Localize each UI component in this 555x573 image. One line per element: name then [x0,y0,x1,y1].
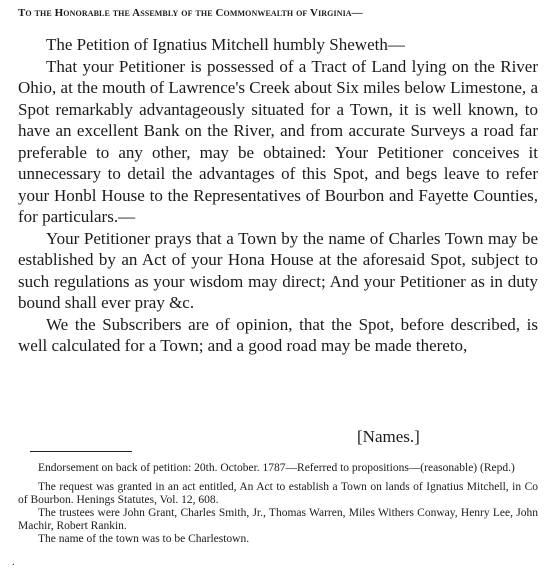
note-trustees: The trustees were John Grant, Charles Smith, Jr., Thomas Warren, Miles Withers Conway, Henry Lee, John Machir, Robert Rankin. [18,507,538,532]
petition-prayer: Your Petitioner prays that a Town by the name of Charles Town may be established by an Act of your Hona House at the aforesaid Spot, subject to such regulations as your wisdom may direct; And your Petitioner as in duty bound shall ever pray &c. [18,228,538,312]
petition-heading: To the Honorable the Assembly of the Commonwealth of Virginia— [18,7,363,19]
note-act: The request was granted in an act entitled, An Act to establish a Town on lands of Ignatius Mitchell, in Co of Bourbon. Henings Statutes, Vol. 12, 608. [18,481,538,506]
petition-body [18,34,538,357]
signature-names: [Names.] [357,427,420,446]
footnotes [18,462,538,546]
petition-opening: The Petition of Ignatius Mitchell humbly Sheweth— [46,35,405,54]
subscribers-opinion: We the Subscribers are of opinion, that the Spot, before described, is well calculated for a Town; and a good road may be made thereto, [18,314,538,355]
petition-land-description: That your Petitioner is possessed of a Tract of Land lying on the River Ohio, at the mouth of Lawrence's Creek about Six miles below Limestone, a Spot remarkably advantageously situated for a Town, it is well known, to have an excellent Bank on the River, and from accurate Surveys a road far preferable to any other, may be obtained: Your Petitioner conceives it unnecessary to detail the advantages of this Spot, and begs leave to refer your Honbl House to the Representatives of Bourbon and Fayette Counties, for particulars.— [18,56,538,226]
margin-mark: . [12,556,15,568]
footnote-divider [30,451,132,452]
note-town-name: The name of the town was to be Charlestown. [38,533,250,545]
note-endorsement: Endorsement on back of petition: 20th. October. 1787—Referred to propositions—(reasonable) (Repd.) [38,462,515,474]
